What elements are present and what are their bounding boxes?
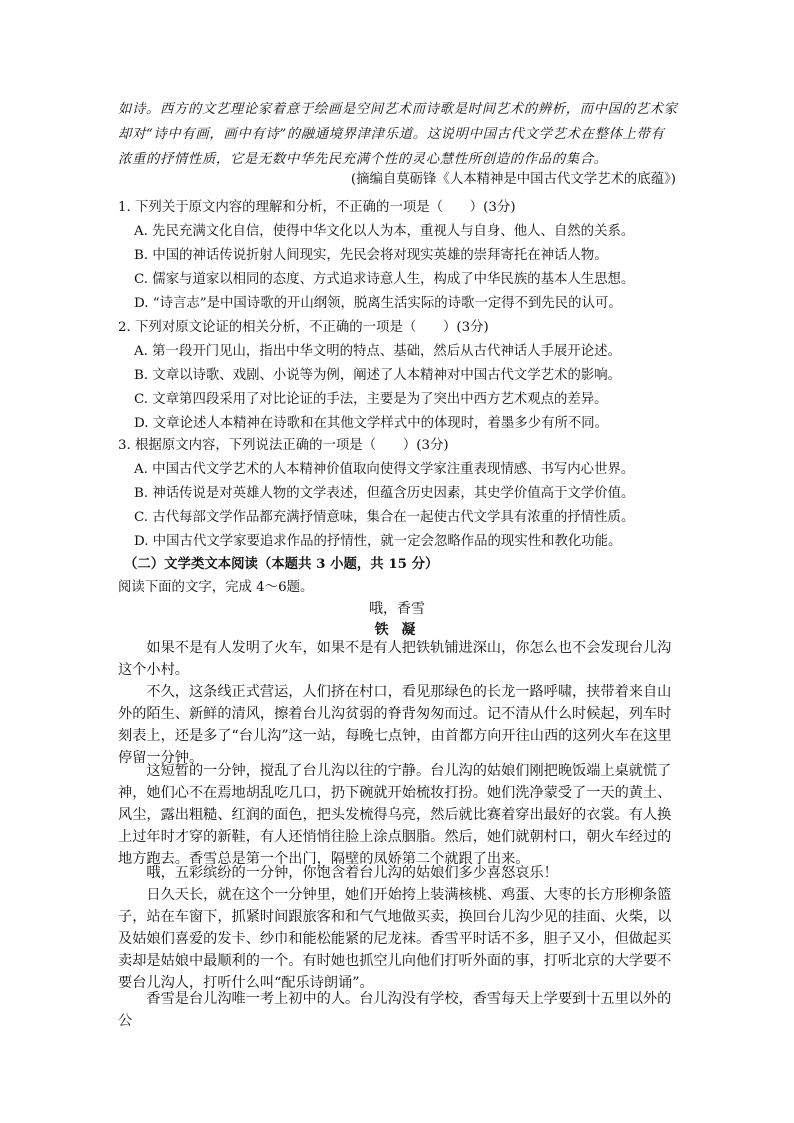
question-stem: 1. 下列关于原文内容的理解和分析，不正确的一项是（ ）(3分) xyxy=(118,200,516,215)
story-paragraph xyxy=(118,637,678,681)
story-title: 哦，香雪 xyxy=(369,601,425,617)
paragraph-text: 哦，五彩缤纷的一分钟，你饱含着台儿沟的姑娘们多少喜怒哀乐！ xyxy=(146,865,558,881)
option-d: D. 文章论述人本精神在诗歌和在其他文学样式中的体现时，着墨多少有所不同。 xyxy=(134,416,609,431)
option-b: B. 文章以诗歌、戏剧、小说等为例，阐述了人本精神对中国古代文学艺术的影响。 xyxy=(134,368,622,383)
paragraph-text: 香雪是台儿沟唯一考上初中的人。台儿沟没有学校，香雪每天上学要到十五里以外的公 xyxy=(118,991,672,1029)
source-citation: (摘编自莫砺锋《人本精神是中国古代文学艺术的底蕴》) xyxy=(350,172,676,187)
option-c: C. 古代每部文学作品都充满抒情意味，集合在一起使古代文学具有浓重的抒情性质。 xyxy=(134,510,635,525)
paragraph-text: 如果不是有人发明了火车，如果不是有人把铁轨铺进深山，你怎么也不会发现台儿沟这个小村。 xyxy=(118,640,672,678)
option-a: A. 第一段开门见山，指出中华文明的特点、基础，然后从古代神话人手展开论述。 xyxy=(134,344,621,359)
option-b: B. 神话传说是对英雄人物的文学表述，但蕴含历史因素，其史学价值高于文学价值。 xyxy=(134,486,635,501)
story-paragraph xyxy=(118,884,678,994)
question-stem: 3. 根据原文内容，下列说法正确的一项是（ ）(3分) xyxy=(118,438,449,453)
option-c: C. 文章第四段采用了对比论证的手法，主要是为了突出中西方艺术观点的差异。 xyxy=(134,392,608,407)
option-d: D. 中国古代文学家要追求作品的抒情性，就一定会忽略作品的现实性和教化功能。 xyxy=(134,534,622,549)
story-paragraph xyxy=(118,681,678,769)
question-stem: 2. 下列对原文论证的相关分析，不正确的一项是（ ）(3分) xyxy=(118,320,489,335)
story-paragraph xyxy=(118,862,678,884)
reading-instruction: 阅读下面的文字，完成 4～6题。 xyxy=(118,580,314,595)
paragraph-text: 不久，这条线正式营运，人们挤在村口，看见那绿色的长龙一路呼啸，挟带着来自山外的陌生、新鲜的清风，擦着台儿沟贫弱的脊背匆匆而过。记不清从什么时候起，列车时刻表上，还是多了“台儿沟”这一站，每晚七点钟，由首都方向开往山西的这列火车在这里停留一分钟。 xyxy=(118,684,672,766)
story-paragraph xyxy=(118,988,678,1032)
intro-line: 如诗。西方的文艺理论家着意于绘画是空间艺术而诗歌是时间艺术的辨析，而中国的艺术家 xyxy=(118,102,678,117)
option-b: B. 中国的神话传说折射人间现实，先民会将对现实英雄的崇拜寄托在神话人物。 xyxy=(134,248,608,263)
option-d: D. “诗言志”是中国诗歌的开山纲领，脱离生活实际的诗歌一定得不到先民的认可。 xyxy=(134,296,622,311)
option-a: A. 先民充满文化自信，使得中华文化以人为本，重视人与自身、他人、自然的关系。 xyxy=(134,224,635,239)
option-a: A. 中国古代文学艺术的人本精神价值取向使得文学家注重表现情感、书写内心世界。 xyxy=(134,462,635,477)
paragraph-text: 日久天长，就在这个一分钟里，她们开始挎上装满核桃、鸡蛋、大枣的长方形柳条篮子，站在车窗下，抓紧时间跟旅客和和气气地做买卖，换回台儿沟少见的挂面、火柴，以及姑娘们喜爱的发卡、纱巾和能松能紧的尼龙袜。香雪平时话不多，胆子又小，但做起买卖却是姑娘中最顺利的一个。有时她也抓空儿向他们打听外面的事，打听北京的大学要不要台儿沟人，打听什么叫“配乐诗朗诵”。 xyxy=(118,887,672,991)
option-c: C. 儒家与道家以相同的态度、方式追求诗意人生，构成了中华民族的基本人生思想。 xyxy=(134,272,635,287)
intro-line: 浓重的抒情性质，它是无数中华先民充满个性的灵心慧性所创造的作品的集合。 xyxy=(118,152,608,167)
section-heading: （二）文学类文本阅读（本题共 3 小题，共 15 分） xyxy=(124,556,439,572)
story-paragraph xyxy=(118,760,678,870)
intro-line: 却对“诗中有画，画中有诗”的融通境界津津乐道。这说明中国古代文学艺术在整体上带有 xyxy=(118,127,665,142)
story-author: 铁 凝 xyxy=(374,622,420,638)
paragraph-text: 这短暂的一分钟，搅乱了台儿沟以往的宁静。台儿沟的姑娘们刚把晚饭端上桌就慌了神，她们心不在焉地胡乱吃几口，扔下碗就开始梳妆打扮。她们洗净蒙受了一天的黄土、风尘，露出粗糙、红润的面色，把头发梳得乌亮，然后就比赛着穿出最好的衣裳。有人换上过年时才穿的新鞋，有人还悄悄往脸上涂点胭脂。然后，她们就朝村口，朝火车经过的地方跑去。香雪总是第一个出门，隔壁的凤娇第二个就跟了出来。 xyxy=(118,763,672,867)
